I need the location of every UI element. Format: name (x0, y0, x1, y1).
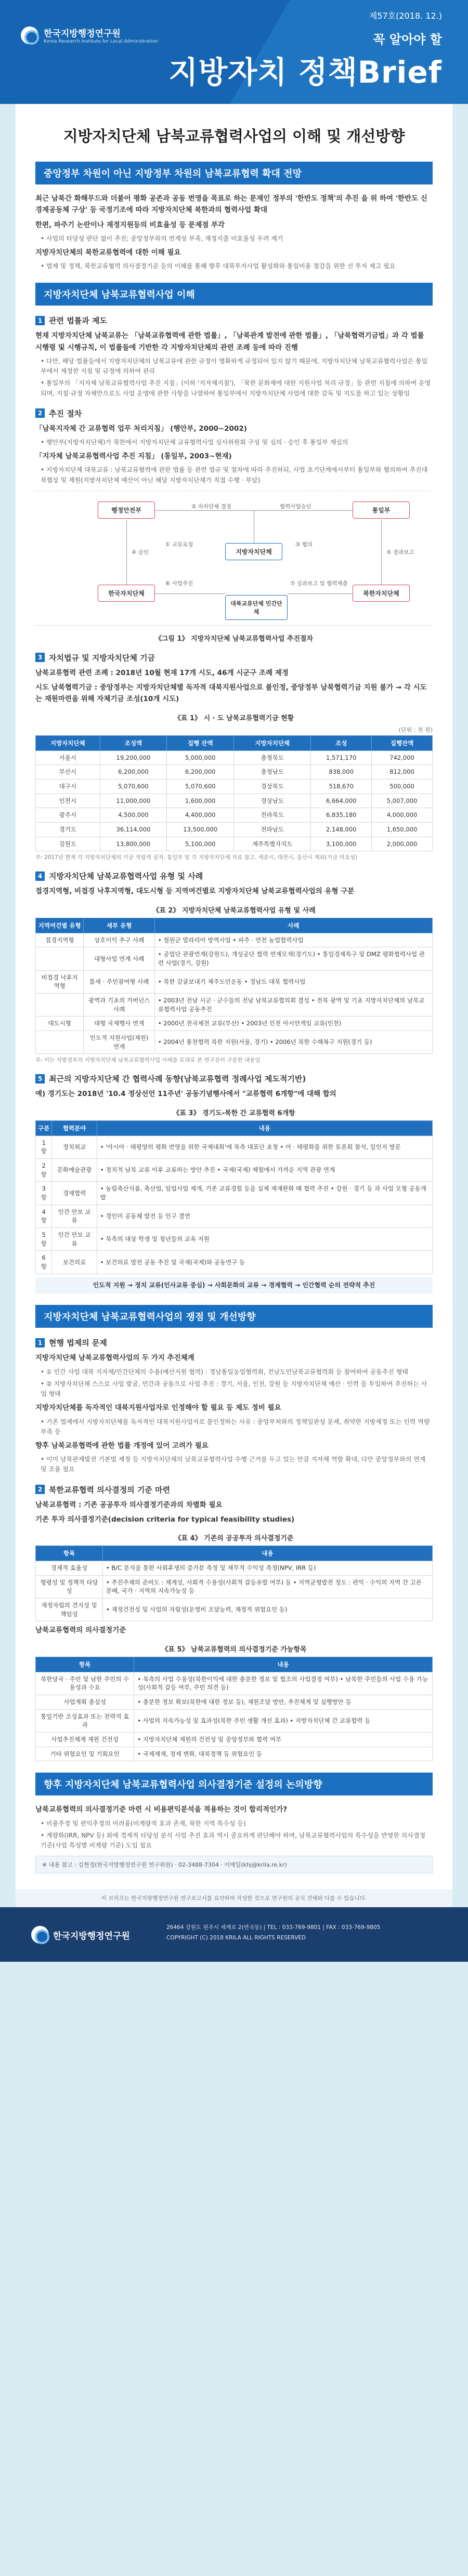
table-cell: 6,200,000 (167, 765, 234, 780)
table-cell: 상호이익 추구 사례 (84, 933, 154, 947)
table-header-cell: 협력분야 (52, 1120, 97, 1135)
table-cell: 4항 (36, 1205, 52, 1227)
table-cell: 11,000,000 (100, 794, 167, 808)
table-cell: • 북한 감귤보내기 제주도민운동 • 경남도 대북 협력사업 (154, 970, 432, 993)
table-row (36, 993, 433, 1016)
paragraph: 현재 지방자치단체 남북교류는 「남북교류협력에 관한 법률」, 「남북관계 발전에 관한 법률」, 「남북협력기금법」과 각 법률 시행령 및 시행규칙, 이 법률들에 기반한 각 지방자치단체의 관련 조례 등에 따라 진행 (35, 332, 424, 352)
paragraph: 최근 남북간 화해무드와 더불어 평화 공존과 공동 번영을 목표로 하는 문재인 정부의 '한반도 정책'의 추진 을 위 하여 '한반도 신경제공동체 구상' 등 국정기조에 따라 지방자치단체 북한과의 협력사업 확대 (35, 194, 427, 215)
table-cell: 2항 (36, 1158, 52, 1181)
subheading (35, 1337, 433, 1348)
table-cell: 강원도 (36, 837, 100, 851)
table-cell: 6,664,000 (311, 794, 372, 808)
table-header-cell: 사례 (154, 918, 432, 933)
table-cell: 인천시 (36, 794, 100, 808)
table-cell: • 사업의 지속가능성 및 효과성(북한 주민 생활 개선 효과) • 지방자치단체 간 교류협력 등 (134, 1709, 433, 1732)
table-cell: • 2003년 전남 시군 · 군수들의 전남 남북교류협의회 결성 • 전북 광역 및 기초 지방자치단체의 남북교류협력사업 공동추진 (154, 993, 432, 1016)
number-badge: 2 (35, 1485, 45, 1494)
table-row (36, 1747, 433, 1761)
paragraph: 지방자치단체의 북한교류협력에 대한 이해 필요 (35, 248, 181, 257)
table-row (36, 1205, 433, 1227)
table-cell: • 지방자치단체 재원의 건전성 및 중앙정부와 협력 여부 (134, 1733, 433, 1747)
diagram-label: ⑥ 사업추진 (165, 580, 193, 587)
table-cell: 경상남도 (234, 794, 311, 808)
table-cell: 대형 국제행사 연계 (84, 1016, 154, 1031)
table-cell: 대도시형 (36, 1016, 84, 1031)
table-cell: 문화예술관광 (52, 1158, 97, 1181)
subheading-text: 최근의 지방자치단체 간 협력사례 동향(남북교류협력 정례사업 제도적기반) (49, 1074, 306, 1084)
table-row (36, 1251, 433, 1274)
subheading (35, 1073, 433, 1084)
table-header-cell: 내용 (134, 1657, 433, 1672)
table-row (36, 1227, 433, 1250)
table-cell: 5,070,600 (167, 779, 234, 794)
title-box (16, 104, 452, 162)
table-row (36, 947, 433, 970)
paragraph: 기존 투자 의사결정기준(decision criteria for typical feasibility studies) (35, 1515, 295, 1524)
table-row (36, 1709, 433, 1732)
table-cell: 사업계획 충실성 (36, 1695, 134, 1710)
diagram-label: ② 자치단체 결정 (191, 503, 231, 510)
paragraph: 남북교류협력 관련 조례 : 2018년 10월 현재 17개 시도, 46개 시군구 조례 제정 (35, 668, 289, 677)
paragraph: 지방자치단체 남북교류협력사업의 두 가지 추진체계 (35, 1354, 194, 1363)
table-header-cell: 내용 (102, 1546, 432, 1561)
table-cell: 북한당국 · 주민 및 남한 주민의 수용성과 수요 (36, 1672, 134, 1695)
subheading-text: 현행 법제의 문제 (49, 1338, 107, 1348)
paragraph: 시도 남북협력기금 : 중앙정부는 지방자치단체별 독자적 대북지원사업으로 불인정, 중앙정부 남북협력기금 지원 불가 → 각 시도는 재원마련을 위해 자체기금 조성(10개 시도) (35, 683, 427, 704)
subheading (35, 315, 433, 326)
table-row (36, 822, 433, 837)
table-unit: (단위 : 천 원) (398, 726, 433, 733)
table-header-cell: 세부 유형 (84, 918, 154, 933)
table-cell: 재정자립의 견지성 및 책임성 (36, 1599, 103, 1621)
table-cell: 비접경 낙후지역형 (36, 970, 84, 993)
table-cell: 틈새 · 주민참여형 사례 (84, 970, 154, 993)
number-badge: 3 (35, 653, 45, 662)
node-local-gov: 지방자치단체 (225, 543, 282, 560)
footer-info (166, 1923, 380, 1944)
table-header-cell: 지방자치단체 (36, 735, 100, 750)
bullet: • 사업의 타당성 판단 없이 추진; 중앙정부와의 연계성 부족, 재정지출 비효율성 우려 제기 (41, 234, 283, 242)
table-cell: 5항 (36, 1227, 52, 1250)
table-cell: 형평성 및 정책적 타당성 (36, 1575, 103, 1598)
section-band: 향후 지방자치단체 남북교류협력사업 의사결정기준 설정의 논의방향 (35, 1773, 433, 1795)
org-name: 한국지방행정연구원 (44, 29, 121, 39)
subheading (35, 870, 433, 881)
bullet: • 기존 법제에서 지방자치단체를 독자적인 대북지원사업자로 불인정하는 사유 : 중앙부처와의 정책일관성 문제, 취약한 지방재정 또는 인력 역량 부족 등 (41, 1418, 430, 1435)
table-row (36, 1695, 433, 1710)
table-cell: 인도적 지원사업(재원) 연계 (84, 1031, 154, 1053)
table-note: 주: 이는 지방정부의 지방자치단체 남북교류협력사업 사례를 토대로 본 연구진이 구분한 내용임 (35, 1057, 261, 1064)
table-cell: 13,800,000 (100, 837, 167, 851)
bullet: • 비용추정 및 편익추정의 어려움(비계량적 효과 존재, 북한 지역 특수성 등) (41, 1819, 246, 1827)
subheading-text: 관련 법률과 제도 (49, 316, 107, 326)
table-cell: 812,000 (372, 765, 433, 780)
node-ngo: 대북교류단체 민간단체 (225, 595, 288, 620)
table-row (36, 1182, 433, 1205)
table-cell: 19,200,000 (100, 750, 167, 765)
table-cell: 1,571,170 (311, 750, 372, 765)
table-cell: 4,400,000 (167, 808, 234, 823)
table-cell: 경제적 효율성 (36, 1561, 103, 1576)
table-cell: • 북측의 대상 학생 및 청년들의 교육 지원 (97, 1227, 432, 1250)
table-caption: 《표 5》 남북교류협력의 의사결정기준 가능항목 (161, 1645, 307, 1654)
table-cell: 3,100,000 (311, 837, 372, 851)
table-cell: • 2004년 룡천협력 북한 지원(서울, 경기) • 2006년 북한 수해복구 지원(경기 등) (154, 1031, 432, 1053)
bullet: • 지방자치단체 대북교류 : 남북교류협력에 관한 법률 등 관련 법규 및 절차에 따라 추진하되, 사업 초기단계에서부터 통일부와 협의하여 추진대북협상 및 제원(지방자치단체 예산이 아닌 해당 지방자치단체가 직접 수행 · 부담) (41, 466, 428, 484)
table-row (36, 779, 433, 794)
table-cell: 1항 (36, 1135, 52, 1158)
table-cell: 정치외교 (52, 1135, 97, 1158)
type-table (35, 918, 433, 1054)
bullet: • 통일부의 「지자체 남북교류협력사업 추진 지침」(이하 '지자체지침'), 「북한 문화재에 대한 지원사업 처리 규정」등 관련 지침에 의하여 운영되며, 지침·규정 자체만으로도 사업 운영에 관한 사항을 나열하여 통일부에서 지방자치단체 사업에 대한 감독 및 지도를 하고 있는 상황임 (41, 379, 431, 397)
figure-caption: 《그림 1》 지방자치단체 남북교류협력사업 추진절차 (154, 635, 314, 643)
table-row (36, 933, 433, 947)
table-cell: • 2000년 전국체전 교류(부산) • 2003년 인천 아시안게임 교류(인천) (154, 1016, 432, 1031)
table-cell: • B/C 분석을 통한 사회후생의 증가분 측정 및 재무적 수익성 측정(NPV, IRR 등) (102, 1561, 432, 1576)
table-cell: • 추진주체의 준비도 : 제계성, 사회적 수용성(사회적 갈등유발 여부) 등 • 지역균형발전 정도 : 편익 · 수익의 지역 간 고른 분배, 국가 · 지역의 지속가능성 등 (102, 1575, 432, 1598)
fund-table (35, 735, 433, 852)
paragraph: 한편, 파주기 논란이나 재정지원등의 비효율성 등 문제점 부각 (35, 220, 225, 229)
org-logo-icon (31, 1926, 49, 1944)
procedure-diagram (35, 491, 433, 626)
table-cell: • 북측의 사업 수용성(북한이익에 대한 충분한 정보 및 협조의 사업결정 여부) • 남북한 주민들의 사업 수용 가능성(사회적 갈등 여부, 주민 의견 등) (134, 1672, 433, 1695)
table-cell: 사업추진체계 재원 건전성 (36, 1733, 134, 1747)
diagram-label: ① 교류요청 (165, 541, 193, 548)
table-header-cell: 항목 (36, 1546, 103, 1561)
table-cell: 1,650,000 (372, 822, 433, 837)
table-cell: 광주시 (36, 808, 100, 823)
reference-box: ※ 내용 참고 : 김현정(한국지방행정연구원 연구위원) · 02-3488-7304 · 이메일(khj@krila.re.kr) (35, 1856, 433, 1873)
table-cell: 518,670 (311, 779, 372, 794)
paragraph: 지방자치단체를 독자적인 대북지원사업자로 인정해야 할 필요 등 제도 정비 필요 (35, 1404, 281, 1412)
table-cell: • 공업단 관광연계(강원도), 개성공단 협력 연계모색(경기도) • 통일경제특구 및 DMZ 평화협력사업 관련 사업(경기, 강원) (154, 947, 432, 970)
table-cell: 5,000,000 (167, 750, 234, 765)
table-cell: • 경인미 공동체 발전 등 인구 결연 (97, 1205, 432, 1227)
bullet: • 법제 및 정책, 북한교류협력 의사결정기준 등의 이해를 통해 향후 대북투자사업 활성화와 통일비용 절감을 위한 선 투자 제고 필요 (41, 262, 396, 270)
table-caption: 《표 4》 기존의 공공투자 의사결정기준 (174, 1535, 294, 1543)
table-row (36, 1031, 433, 1053)
header (0, 0, 468, 104)
bullet: • 이미 남북관계발전 기본법 제정 등 지방자치단체의 남북교류협력사업 수행 근거를 두고 있는 만큼 지자체 역할 확대, 다만 중앙정부와의 연계 및 조율 필요 (41, 1456, 426, 1473)
table-cell (36, 993, 84, 1016)
diagram-label: ③ 협의 (295, 541, 313, 548)
paragraph: 예) 경기도는 2018년 '10.4 정상선언 11주년' 공동기념행사에서 "교류협력 6개항"에 대해 합의 (35, 1090, 336, 1099)
diagram-label: ⑦ 실과보고 및 협력제출 (290, 580, 348, 587)
table-cell: 6항 (36, 1251, 52, 1274)
table-cell: 4,500,000 (100, 808, 167, 823)
table-caption: 《표 3》 경기도-북한 간 교류협력 6개항 (173, 1109, 295, 1117)
issue-number: 제57호(2018. 12.) (369, 11, 442, 21)
table-row (36, 1016, 433, 1031)
node-mois: 행정안전부 (98, 501, 155, 519)
table-cell: 36,114,000 (100, 822, 167, 837)
gyeonggi-table (35, 1120, 433, 1274)
table-row (36, 750, 433, 765)
table-cell: 부산시 (36, 765, 100, 780)
table-cell: • 철원군 말라리아 방역사업 • 파주 · 연천 농업협력사업 (154, 933, 432, 947)
table-row (36, 1135, 433, 1158)
org-logo-icon (21, 27, 38, 44)
paragraph: 남북교류협력 : 기존 공공투자 의사결정기준과의 차별화 필요 (35, 1500, 223, 1509)
table-cell: 1,600,000 (167, 794, 234, 808)
table-cell: 제주특별자치도 (234, 837, 311, 851)
subheading-text: 지방자치단체 남북교류협력사업 유형 및 사례 (49, 871, 203, 881)
table-cell: • 국제제재, 정세 변화, 대북정책 등 위험요인 등 (134, 1747, 433, 1761)
section-band: 지방자치단체 남북교류협력사업의 쟁점 및 개선방향 (35, 1305, 433, 1328)
table-cell: 500,000 (372, 779, 433, 794)
table-cell: 5,070,600 (100, 779, 167, 794)
table-cell: 4,000,000 (372, 808, 433, 823)
bullet: • 행안부(지방자치단체)가 북한에서 지방자치단체 교류협력사업 심사위원회 구성 및 심의 · 승인 후 통일부 재심의 (41, 438, 348, 446)
content (16, 162, 452, 1889)
table-cell: 충청북도 (234, 750, 311, 765)
table-row (36, 808, 433, 823)
table-cell: • 보건의료 발전 공동 추진 및 국제(국제)와 공동연구 등 (97, 1251, 432, 1274)
bullet: • ② 지방자치단체 스스로 사업 발굴, 민간과 공동으로 사업 추진 : 경기, 서울, 인천, 강원 등 지방자치단체 예산 · 인력 을 투입하여 추진하는 사업 형태 (41, 1380, 427, 1398)
section-band: 중앙정부 차원이 아닌 지방정부 차원의 남북교류협력 확대 전망 (35, 162, 433, 184)
table-row (36, 794, 433, 808)
table-cell: • 정치적 남북 교류 이후 교류하는 방안 추진 • 국제(국제) 체험에서 가까운 지역 관광 연계 (97, 1158, 432, 1181)
table-cell: 전라남도 (234, 822, 311, 837)
table-cell: 광역과 기초의 가버넌스 사례 (84, 993, 154, 1016)
table-row (36, 1561, 433, 1576)
paragraph: 「남북지자체 간 교류협력 업무 처리지침」 (행안부, 2000~2002) (35, 424, 247, 433)
number-badge: 5 (35, 1074, 45, 1084)
footer-copyright: COPYRIGHT (C) 2018 KRILA ALL RIGHTS RESERVED (166, 1935, 306, 1941)
table-cell: 경기도 (36, 822, 100, 837)
table-row (36, 970, 433, 993)
table-cell: 5,100,000 (167, 837, 234, 851)
nk-criteria-table (35, 1657, 433, 1762)
diagram-label: ④ 승인 (132, 549, 149, 556)
number-badge: 1 (35, 316, 45, 325)
table-cell: • '아시아 · 태평양의 평화 번영을 위한 국제대회'에 북측 대표단 초청 • 아 · 태평화를 위한 토론회 참석, 일인지 방문 (97, 1135, 432, 1158)
table-header-cell: 지방자치단체 (234, 735, 311, 750)
page-title: 지방자치단체 남북교류협력사업의 이해 및 개선방향 (63, 127, 405, 145)
number-badge: 2 (35, 408, 45, 418)
paragraph: 남북교류협력의 의사결정기준 (35, 1626, 126, 1635)
diagram-label: ⑤ 결과보고 (386, 549, 414, 556)
subheading (35, 1484, 433, 1495)
table-cell: 통일기반 조성효과 또는 전략적 효과 (36, 1709, 134, 1732)
bullet: • 다만, 해당 법률들에서 지방자치단체의 남북교류에 관한 규정이 명확하게 규정되어 있지 않기 때문에, 지방자치단체 남북교류협력사업은 통일부에서 제정한 지침 및 규정에 의하여 관리 (41, 357, 428, 375)
table-cell: • 농림축산식품, 축산업, 임업사업 재개, 기존 교류경험 등을 실제 제재완화 때 협력 추진 • 강원 · 경기 등 과 사업 모형 공동개발 (97, 1182, 432, 1205)
table-caption: 《표 1》 시 · 도 남북교류협력기금 현황 (174, 714, 294, 722)
org-name-en: Korea Research Institute for Local Administration (44, 39, 159, 44)
table-cell: 2,000,000 (372, 837, 433, 851)
diagram-line (288, 593, 353, 594)
table-cell: • 충분한 정보 확보(북한에 대한 정보 등), 재원조달 방안, 추진체계 및 실행방안 등 (134, 1695, 433, 1710)
table-header-cell: 조성액 (100, 735, 167, 750)
footer-org-name: 한국지방행정연구원 (53, 1931, 130, 1941)
footer-logo[interactable] (31, 1926, 130, 1944)
diagram-line (126, 520, 127, 585)
table-cell: 기타 위험요인 및 기회요인 (36, 1747, 134, 1761)
table-cell (36, 947, 84, 970)
table-header-cell: 집행 잔액 (167, 735, 234, 750)
table-cell (36, 1031, 84, 1053)
header-tagline: 꼭 알아야 할 (373, 32, 442, 47)
table-cell: 742,000 (372, 750, 433, 765)
table-header-cell: 조성 (311, 735, 372, 750)
bullet: • 계량화(IRR, NPV 등) 외에 경제적 타당성 분석 사업 추진 효과 역시 중요하게 판단해야 하며, 남북교류협력사업의 특수성을 반영한 의사결정 기준(사업 특성별 비계량 기준) 도입 필요 (41, 1831, 426, 1850)
table-cell: 대구시 (36, 779, 100, 794)
table-cell: 경제협력 (52, 1182, 97, 1205)
table-row (36, 1575, 433, 1598)
table-row (36, 1599, 433, 1621)
bullet: • ① 민간 사업 대북 지자체/민간단체의 수용(예산지원 협력) : 경남통일농업협력회, 전남도민남북교류협력회 등 참여하여 공동추진 형태 (41, 1368, 408, 1376)
table-row (36, 1733, 433, 1747)
table-row (36, 1672, 433, 1695)
table-row (36, 1158, 433, 1181)
section-band: 지방자치단체 남북교류협력사업 이해 (35, 283, 433, 306)
table-header-cell: 구분 (36, 1120, 52, 1135)
subheading-text: 추진 절차 (49, 408, 82, 418)
table-header-cell: 항목 (36, 1657, 134, 1672)
subheading (35, 408, 433, 419)
subheading-text: 북한교류협력 의사결정의 기준 마련 (49, 1485, 171, 1495)
table-cell: 5,007,000 (372, 794, 433, 808)
publication-title: 지방자치 정책Brief (168, 55, 442, 90)
diagram-line (155, 593, 225, 594)
table-cell: 경상북도 (234, 779, 311, 794)
table-cell: 접경지역형 (36, 933, 84, 947)
paragraph: 「지자체 남북교류협력사업 추진 지침」 (통일부, 2003~현재) (35, 452, 232, 461)
copyright-note: 이 브리프는 한국지방행정연구원 연구보고서를 요약하여 작성한 것으로 연구원의 공식 견해와 다를 수 있습니다. (16, 1889, 452, 1907)
table-cell: 838,000 (311, 765, 372, 780)
table-cell: 충청남도 (234, 765, 311, 780)
table-header-cell: 집행잔액 (372, 735, 433, 750)
table-header-cell: 지역여건별 유형 (36, 918, 84, 933)
table-cell: 6,200,000 (100, 765, 167, 780)
org-logo[interactable] (21, 26, 158, 44)
node-unification: 통일부 (353, 501, 410, 519)
strategy-flow: 인도적 지원 → 정치 교류(인사교류 중심) → 사회문화의 교류 → 경제협력 → 인간협력 순의 전략적 추진 (35, 1277, 433, 1294)
table-caption: 《표 2》 지방자치단체 남북교류협력사업 유형 및 사례 (152, 906, 316, 915)
table-row (36, 837, 433, 851)
table-cell: 대형사업 연계 사례 (84, 947, 154, 970)
table-row (36, 765, 433, 780)
paragraph: 남북교류협력의 의사결정기준 마련 시 비용편익분석을 적용하는 것이 합리적인가? (35, 1805, 288, 1814)
table-cell: 인간 안보 교류 (52, 1227, 97, 1250)
diagram-label: 협력사업승인 (280, 503, 311, 510)
node-south-local: 한국자치단체 (98, 585, 155, 602)
table-cell: 2,148,000 (311, 822, 372, 837)
number-badge: 4 (35, 871, 45, 881)
paragraph: 접경지역형, 비접경 낙후지역형, 대도시형 등 지역여건별로 지방자치단체 남북교류협력사업의 유형 구분 (35, 887, 355, 896)
table-cell: 인간 안보 교류 (52, 1205, 97, 1227)
table-cell: 서울시 (36, 750, 100, 765)
footer (0, 1907, 468, 1962)
table-cell: 3항 (36, 1182, 52, 1205)
table-note: 주: 2017년 현재 각 지방자치단체의 기금 적립액 실적. 통일부 및 각 지방자치단체 자료 참고. 세종시, 대전시, 울산시 제외(기금 미조성) (35, 854, 358, 861)
table-cell: 6,835,180 (311, 808, 372, 823)
table-header-cell: 내용 (97, 1120, 432, 1135)
subheading (35, 652, 433, 663)
table-cell: 보건의료 (52, 1251, 97, 1274)
node-north-local: 북한자치단체 (353, 585, 410, 602)
table-cell: 13,500,000 (167, 822, 234, 837)
number-badge: 1 (35, 1338, 45, 1348)
subheading-text: 자치법규 및 지방자치단체 기금 (49, 653, 155, 663)
table-cell: • 재정건전성 및 사업의 자립성(운영비 조달능력, 재정적 위험요인 등) (102, 1599, 432, 1621)
table-cell: 전라북도 (234, 808, 311, 823)
footer-address: 26464 강원도 원주시 세계로 2(반곡동) | TEL : 033-769-9801 | FAX : 033-769-9805 (166, 1924, 381, 1931)
paragraph: 향후 남북교류협력에 관한 법률 개정에 있어 고려가 필요 (35, 1441, 209, 1450)
criteria-table (35, 1545, 433, 1621)
diagram-line (381, 520, 382, 585)
